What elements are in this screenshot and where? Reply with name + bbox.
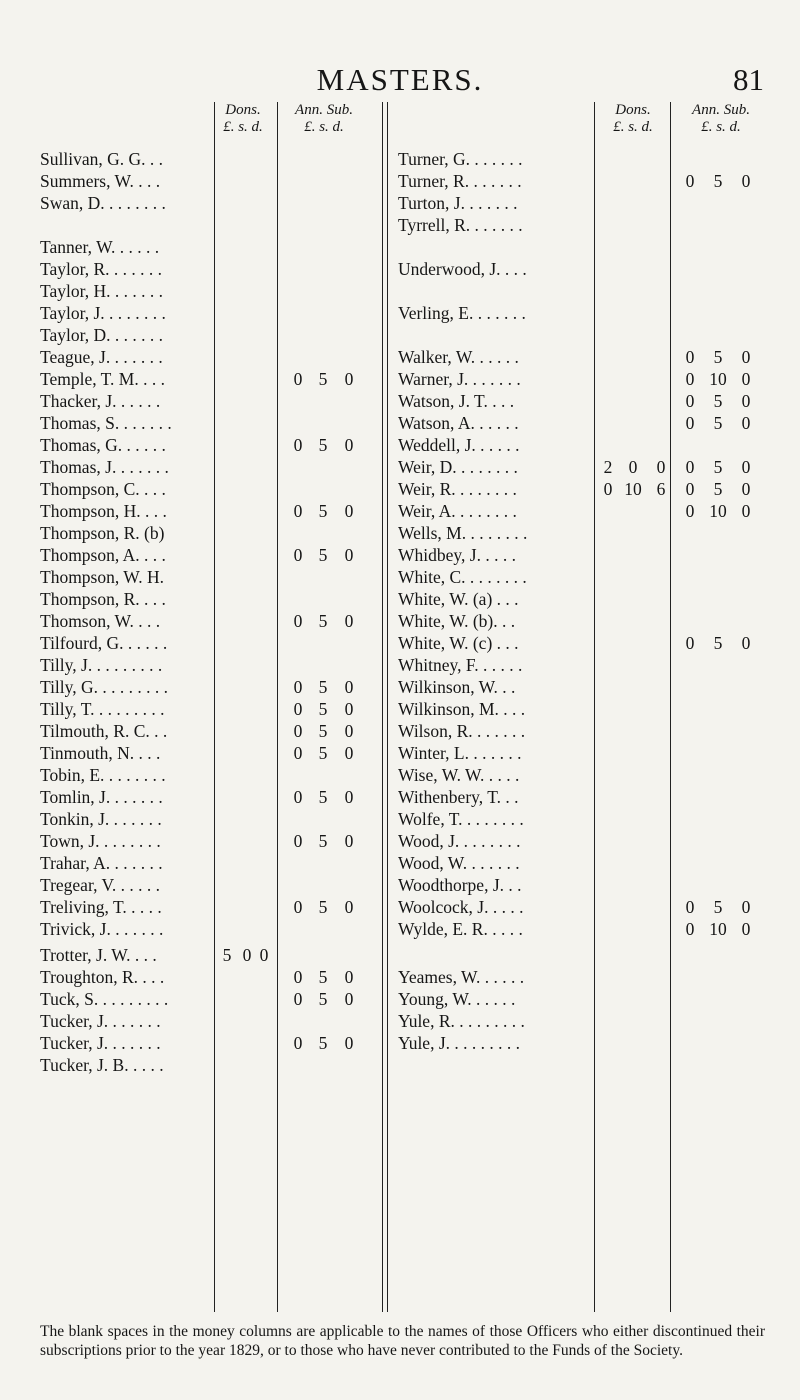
- pounds-value: 0: [685, 391, 695, 411]
- entry-name: Warner, J. . . . . . .: [398, 369, 521, 389]
- list-item: [40, 786, 385, 808]
- list-item: [398, 786, 793, 808]
- pounds-value: 0: [685, 171, 695, 191]
- list-item: [40, 698, 385, 720]
- entry-name: Teague, J. . . . . . .: [40, 347, 163, 367]
- pence-value: 0: [344, 611, 354, 631]
- entry-name: Tonkin, J. . . . . . .: [40, 809, 162, 829]
- rule-left-end-b: [387, 102, 388, 1312]
- shillings-value: 5: [713, 171, 723, 191]
- list-item: [40, 258, 385, 280]
- list-item: [40, 966, 385, 988]
- entry-name: Turton, J. . . . . . .: [398, 193, 518, 213]
- entry-name: Tuck, S. . . . . . . . .: [40, 989, 169, 1009]
- entry-name: Swan, D. . . . . . . .: [40, 193, 166, 213]
- pence-value: 0: [344, 677, 354, 697]
- pounds-value: 0: [293, 831, 303, 851]
- entry-name: Tucker, J. . . . . . .: [40, 1011, 161, 1031]
- entry-name: Trivick, J. . . . . . .: [40, 919, 164, 939]
- pence-value: 0: [741, 391, 751, 411]
- list-item: [40, 588, 385, 610]
- left-dons-units: £. s. d.: [223, 119, 263, 135]
- pounds-value: 0: [685, 897, 695, 917]
- entry-name: Tyrrell, R. . . . . . .: [398, 215, 523, 235]
- entry-name: Taylor, H. . . . . . .: [40, 281, 163, 301]
- list-item: [398, 852, 793, 874]
- shillings-value: 5: [713, 391, 723, 411]
- entry-name: Thompson, H. . . .: [40, 501, 167, 521]
- list-item: [40, 456, 385, 478]
- shillings-value: 5: [713, 347, 723, 367]
- entry-name: Tilmouth, R. C. . .: [40, 721, 168, 741]
- entry-name: Thomas, S. . . . . . .: [40, 413, 172, 433]
- left-ann-sub-header: [282, 102, 366, 136]
- list-item: [398, 632, 793, 654]
- list-item: [40, 236, 385, 258]
- entry-name: Turner, R. . . . . . .: [398, 171, 522, 191]
- entry-name: Yule, R. . . . . . . . .: [398, 1011, 525, 1031]
- pounds-value: 0: [293, 501, 303, 521]
- list-item: [40, 676, 385, 698]
- list-item: [40, 830, 385, 852]
- list-item: [40, 280, 385, 302]
- entry-name: Wise, W. W. . . . .: [398, 765, 520, 785]
- list-item: [40, 988, 385, 1010]
- list-item: [398, 412, 793, 434]
- list-item: [398, 148, 793, 170]
- pounds-value: 0: [293, 545, 303, 565]
- entry-name: Whidbey, J. . . . .: [398, 545, 516, 565]
- list-item: [398, 808, 793, 830]
- shillings-value: 5: [713, 897, 723, 917]
- shillings-value: 5: [713, 633, 723, 653]
- list-item: [398, 610, 793, 632]
- entry-name: Weir, D. . . . . . . .: [398, 457, 518, 477]
- left-ann-sub-label: Ann. Sub.: [295, 102, 353, 118]
- pence-value: 0: [259, 945, 269, 965]
- right-ann-sub-header: [672, 102, 770, 136]
- shillings-value: 10: [709, 919, 727, 939]
- list-item: [40, 742, 385, 764]
- entry-name: Thompson, C. . . .: [40, 479, 166, 499]
- shillings-value: 5: [318, 897, 328, 917]
- list-item: [398, 676, 793, 698]
- entry-name: Tucker, J. . . . . . .: [40, 1033, 161, 1053]
- shillings-value: 5: [713, 457, 723, 477]
- list-item: [398, 434, 793, 456]
- pence-value: 0: [741, 413, 751, 433]
- list-item: [40, 918, 385, 940]
- entry-name: Underwood, J. . . .: [398, 259, 527, 279]
- list-item: [40, 170, 385, 192]
- pounds-value: 0: [685, 633, 695, 653]
- shillings-value: 5: [318, 699, 328, 719]
- pounds-value: 2: [603, 457, 613, 477]
- pence-value: 0: [344, 699, 354, 719]
- pence-value: 0: [741, 633, 751, 653]
- right-dons-label: Dons.: [615, 102, 651, 118]
- shillings-value: 5: [713, 479, 723, 499]
- pounds-value: 0: [293, 611, 303, 631]
- list-item: [40, 764, 385, 786]
- shillings-value: 10: [709, 501, 727, 521]
- list-item: [398, 654, 793, 676]
- list-item: [398, 346, 793, 368]
- pence-value: 0: [741, 347, 751, 367]
- pence-value: 0: [741, 897, 751, 917]
- pounds-value: 0: [685, 501, 695, 521]
- entry-name: Weir, A. . . . . . . .: [398, 501, 517, 521]
- pence-value: 0: [344, 897, 354, 917]
- entry-name: Turner, G. . . . . . .: [398, 149, 523, 169]
- list-item: [398, 258, 793, 280]
- entry-name: Summers, W. . . .: [40, 171, 161, 191]
- list-item: [40, 346, 385, 368]
- entry-name: Watson, J. T. . . .: [398, 391, 515, 411]
- pounds-value: 0: [685, 347, 695, 367]
- list-item: [40, 390, 385, 412]
- entry-name: Yeames, W. . . . . .: [398, 967, 525, 987]
- list-item: [40, 434, 385, 456]
- entry-name: Temple, T. M. . . .: [40, 369, 165, 389]
- shillings-value: 5: [318, 721, 328, 741]
- entry-name: Taylor, D. . . . . . .: [40, 325, 163, 345]
- shillings-value: 10: [624, 479, 642, 499]
- pence-value: 0: [344, 1033, 354, 1053]
- entry-name: Watson, A. . . . . .: [398, 413, 519, 433]
- entry-name: Taylor, J. . . . . . . .: [40, 303, 166, 323]
- list-item: [40, 324, 385, 346]
- list-item: [398, 988, 793, 1010]
- pence-value: 0: [741, 457, 751, 477]
- entry-name: White, W. (a) . . .: [398, 589, 519, 609]
- entry-name: Wilkinson, W. . .: [398, 677, 516, 697]
- list-item: [398, 456, 793, 478]
- entry-name: Withenbery, T. . .: [398, 787, 519, 807]
- entry-name: Troughton, R. . . .: [40, 967, 165, 987]
- pounds-value: 0: [293, 1033, 303, 1053]
- pounds-value: 0: [293, 989, 303, 1009]
- entry-name: Tanner, W. . . . . .: [40, 237, 160, 257]
- list-item: [40, 544, 385, 566]
- entry-name: Wolfe, T. . . . . . . .: [398, 809, 524, 829]
- shillings-value: 5: [318, 501, 328, 521]
- entry-name: Tilly, T. . . . . . . . .: [40, 699, 165, 719]
- list-item: [398, 544, 793, 566]
- left-dons-label: Dons.: [225, 102, 261, 118]
- shillings-value: 5: [318, 1033, 328, 1053]
- entry-name: Tilfourd, G. . . . . .: [40, 633, 168, 653]
- pence-value: 0: [741, 501, 751, 521]
- shillings-value: 5: [318, 677, 328, 697]
- list-item: [398, 478, 793, 500]
- list-item: [40, 1032, 385, 1054]
- entry-name: Trotter, J. W. . . .: [40, 945, 157, 965]
- pence-value: 0: [344, 967, 354, 987]
- list-item: [40, 944, 385, 966]
- pence-value: 0: [344, 989, 354, 1009]
- list-item: [40, 896, 385, 918]
- list-item: [398, 1010, 793, 1032]
- list-item: [40, 720, 385, 742]
- shillings-value: 5: [318, 611, 328, 631]
- entry-name: Town, J. . . . . . . .: [40, 831, 161, 851]
- pence-value: 0: [344, 369, 354, 389]
- entry-name: Trahar, A. . . . . . .: [40, 853, 163, 873]
- list-item: [40, 500, 385, 522]
- pence-value: 0: [344, 501, 354, 521]
- right-ann-sub-label: Ann. Sub.: [692, 102, 750, 118]
- entry-name: Wood, W. . . . . . .: [398, 853, 520, 873]
- list-item: [398, 874, 793, 896]
- entry-name: Thomas, G. . . . . .: [40, 435, 166, 455]
- shillings-value: 5: [318, 787, 328, 807]
- left-ann-sub-units: £. s. d.: [304, 119, 344, 135]
- entry-name: Verling, E. . . . . . .: [398, 303, 526, 323]
- list-item: [40, 610, 385, 632]
- list-item: [40, 852, 385, 874]
- list-item: [40, 522, 385, 544]
- entry-name: Whitney, F. . . . . .: [398, 655, 523, 675]
- pounds-value: 0: [293, 967, 303, 987]
- pounds-value: 0: [293, 897, 303, 917]
- list-item: [398, 588, 793, 610]
- list-item: [398, 170, 793, 192]
- entry-name: Wylde, E. R. . . . .: [398, 919, 523, 939]
- entry-name: Winter, L. . . . . . .: [398, 743, 522, 763]
- entry-name: White, W. (c) . . .: [398, 633, 519, 653]
- entry-name: Thompson, W. H.: [40, 567, 164, 587]
- entry-name: White, W. (b). . .: [398, 611, 516, 631]
- pence-value: 0: [344, 545, 354, 565]
- list-item: [398, 192, 793, 214]
- entry-name: Wilson, R. . . . . . .: [398, 721, 526, 741]
- list-item: [398, 522, 793, 544]
- list-item: [398, 390, 793, 412]
- list-item: [40, 478, 385, 500]
- pounds-value: 0: [293, 721, 303, 741]
- list-item: [40, 148, 385, 170]
- entry-name: Weir, R. . . . . . . .: [398, 479, 517, 499]
- shillings-value: 5: [318, 831, 328, 851]
- entry-name: Taylor, R. . . . . . .: [40, 259, 163, 279]
- entry-name: White, C. . . . . . . .: [398, 567, 527, 587]
- pounds-value: 0: [293, 699, 303, 719]
- entry-name: Tomlin, J. . . . . . .: [40, 787, 163, 807]
- pence-value: 0: [741, 479, 751, 499]
- list-item: [40, 654, 385, 676]
- entry-name: Tilly, G. . . . . . . . .: [40, 677, 169, 697]
- pounds-value: 0: [293, 369, 303, 389]
- entry-name: Young, W. . . . . .: [398, 989, 516, 1009]
- list-item: [398, 500, 793, 522]
- pence-value: 0: [741, 171, 751, 191]
- entry-name: Thompson, R. (b): [40, 523, 165, 543]
- list-item: [398, 966, 793, 988]
- pounds-value: 0: [293, 677, 303, 697]
- page-title: MASTERS.: [316, 62, 484, 97]
- pence-value: 0: [344, 743, 354, 763]
- entry-name: Woodthorpe, J. . .: [398, 875, 522, 895]
- entry-name: Wells, M. . . . . . . .: [398, 523, 528, 543]
- list-item: [398, 742, 793, 764]
- pounds-value: 0: [603, 479, 613, 499]
- entry-name: Weddell, J. . . . . .: [398, 435, 520, 455]
- list-item: [40, 412, 385, 434]
- list-item: [398, 698, 793, 720]
- list-item: [398, 918, 793, 940]
- shillings-value: 5: [318, 435, 328, 455]
- entry-name: Walker, W. . . . . .: [398, 347, 519, 367]
- pounds-value: 0: [685, 369, 695, 389]
- list-item: [40, 1010, 385, 1032]
- pence-value: 0: [344, 435, 354, 455]
- shillings-value: 0: [242, 945, 252, 965]
- list-item: [398, 214, 793, 236]
- shillings-value: 5: [318, 989, 328, 1009]
- list-item: [398, 368, 793, 390]
- entry-name: Thompson, R. . . .: [40, 589, 166, 609]
- pounds-value: 0: [685, 479, 695, 499]
- entry-name: Sullivan, G. G. . .: [40, 149, 163, 169]
- list-item: [398, 764, 793, 786]
- pounds-value: 0: [685, 919, 695, 939]
- entry-name: Woolcock, J. . . . .: [398, 897, 524, 917]
- pence-value: 0: [656, 457, 666, 477]
- shillings-value: 5: [713, 413, 723, 433]
- right-dons-units: £. s. d.: [613, 119, 653, 135]
- entry-name: Tucker, J. B. . . . .: [40, 1055, 164, 1075]
- entry-name: Tobin, E. . . . . . . .: [40, 765, 166, 785]
- footnote: The blank spaces in the money columns are applicable to the names of those Officers who either discontinued their subscriptions prior to the year 1829, or to those who have never contributed to the Funds of the Society.: [40, 1323, 765, 1359]
- list-item: [398, 1032, 793, 1054]
- pounds-value: 0: [293, 743, 303, 763]
- entry-name: Yule, J. . . . . . . . .: [398, 1033, 521, 1053]
- pounds-value: 5: [222, 945, 232, 965]
- list-item: [398, 830, 793, 852]
- list-item: [40, 808, 385, 830]
- shillings-value: 0: [628, 457, 638, 477]
- pence-value: 6: [656, 479, 666, 499]
- shillings-value: 5: [318, 743, 328, 763]
- entry-name: Tregear, V. . . . . .: [40, 875, 161, 895]
- entry-name: Thomas, J. . . . . . .: [40, 457, 169, 477]
- pence-value: 0: [344, 787, 354, 807]
- entry-name: Thomson, W. . . .: [40, 611, 161, 631]
- entry-name: Wood, J. . . . . . . .: [398, 831, 521, 851]
- entry-name: Tinmouth, N. . . .: [40, 743, 161, 763]
- list-item: [398, 302, 793, 324]
- page-number: 81: [733, 62, 764, 97]
- right-ann-sub-units: £. s. d.: [701, 119, 741, 135]
- shillings-value: 5: [318, 967, 328, 987]
- entry-name: Treliving, T. . . . .: [40, 897, 162, 917]
- list-item: [40, 302, 385, 324]
- list-item: [40, 368, 385, 390]
- shillings-value: 10: [709, 369, 727, 389]
- list-item: [398, 896, 793, 918]
- pence-value: 0: [741, 369, 751, 389]
- pounds-value: 0: [685, 457, 695, 477]
- list-item: [40, 192, 385, 214]
- shillings-value: 5: [318, 545, 328, 565]
- entry-name: Tilly, J. . . . . . . . .: [40, 655, 163, 675]
- pounds-value: 0: [293, 787, 303, 807]
- entry-name: Thompson, A. . . .: [40, 545, 166, 565]
- list-item: [40, 874, 385, 896]
- list-item: [398, 566, 793, 588]
- left-dons-header: [215, 102, 271, 136]
- pounds-value: 0: [685, 413, 695, 433]
- shillings-value: 5: [318, 369, 328, 389]
- right-dons-header: [596, 102, 670, 136]
- list-item: [40, 632, 385, 654]
- list-item: [398, 720, 793, 742]
- list-item: [40, 1054, 385, 1076]
- pence-value: 0: [741, 919, 751, 939]
- list-item: [40, 566, 385, 588]
- pence-value: 0: [344, 831, 354, 851]
- pounds-value: 0: [293, 435, 303, 455]
- entry-name: Wilkinson, M. . . .: [398, 699, 526, 719]
- page-header: [0, 62, 800, 102]
- entry-name: Thacker, J. . . . . .: [40, 391, 161, 411]
- pence-value: 0: [344, 721, 354, 741]
